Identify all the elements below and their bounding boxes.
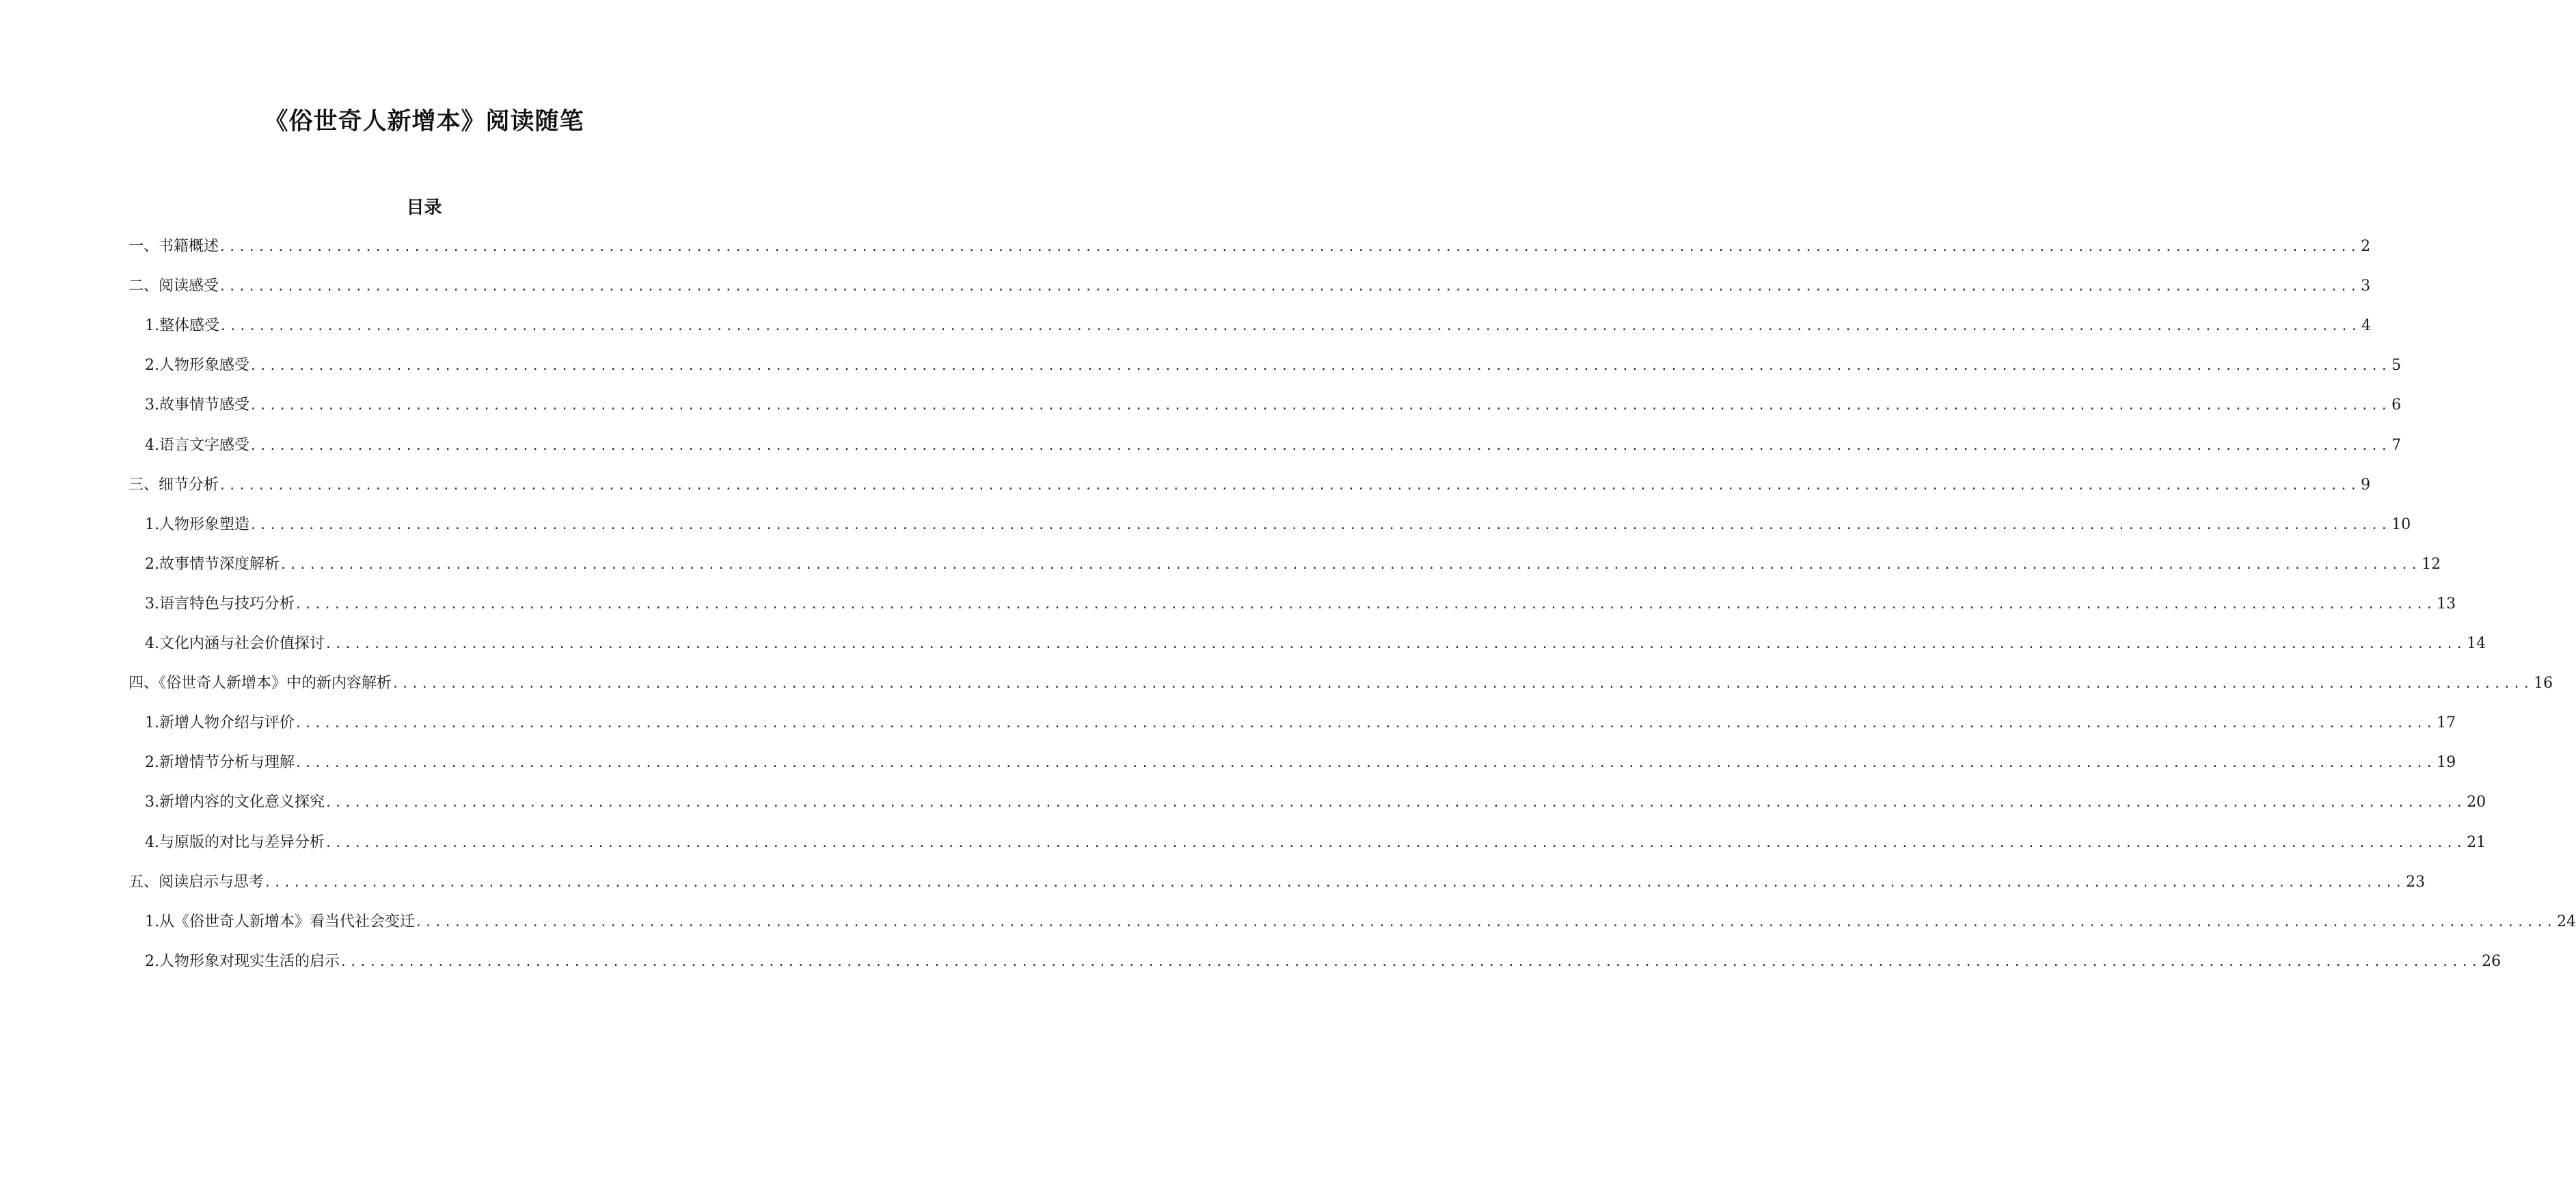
toc-entry-number: 2. <box>145 556 159 573</box>
toc-entry[interactable] <box>128 872 2426 893</box>
toc-entry-page-number: 2 <box>2361 238 2371 255</box>
toc-dot-leader: ............................................................................................................................................................................................................................ <box>264 876 2405 890</box>
toc-entry[interactable] <box>145 713 2456 734</box>
toc-entry[interactable] <box>145 395 2402 416</box>
toc-entry-page-number: 3 <box>2361 278 2371 295</box>
toc-entry[interactable] <box>128 673 2553 695</box>
toc-entry-title: 文化内涵与社会价值探讨 <box>159 635 325 652</box>
toc-entry-title: 四、《俗世奇人新增本》中的新内容解析 <box>128 675 392 692</box>
toc-dot-leader: ............................................................................................................................................................................................................................ <box>249 518 2391 533</box>
toc-entry-title: 新增内容的文化意义探究 <box>159 794 325 811</box>
toc-dot-leader: ............................................................................................................................................................................................................................ <box>392 677 2533 691</box>
toc-entry[interactable] <box>145 912 2576 933</box>
toc-entry-page-number: 21 <box>2467 834 2486 851</box>
toc-entry-title: 五、阅读启示与思考 <box>128 874 265 891</box>
toc-entry-title: 故事情节感受 <box>159 396 250 414</box>
toc-entry-page-number: 26 <box>2482 953 2502 970</box>
toc-dot-leader: ............................................................................................................................................................................................................................ <box>295 756 2436 770</box>
toc-dot-leader: ............................................................................................................................................................................................................................ <box>325 836 2466 850</box>
toc-entry[interactable] <box>145 355 2402 377</box>
toc-dot-leader: ............................................................................................................................................................................................................................ <box>219 319 2361 334</box>
toc-entry-title: 语言文字感受 <box>159 437 250 454</box>
toc-entry-title: 与原版的对比与差异分析 <box>159 834 325 851</box>
toc-entry-number: 2. <box>145 357 159 374</box>
toc-dot-leader: ............................................................................................................................................................................................................................ <box>219 479 2360 493</box>
toc-entry-page-number: 19 <box>2437 754 2456 771</box>
toc-dot-leader: ............................................................................................................................................................................................................................ <box>219 240 2360 254</box>
toc-entry-page-number: 5 <box>2391 357 2402 374</box>
toc-entry-number: 2. <box>145 953 159 970</box>
toc-entry-title: 语言特色与技巧分析 <box>159 595 295 612</box>
toc-entry[interactable] <box>128 276 2371 297</box>
document-title: 《俗世奇人新增本》阅读随笔 <box>264 108 584 135</box>
toc-entry[interactable] <box>145 316 2372 337</box>
toc-entry-title: 新增情节分析与理解 <box>159 754 295 771</box>
toc-entry-page-number: 23 <box>2406 874 2426 891</box>
toc-entry-page-number: 12 <box>2422 556 2441 573</box>
toc-entry-number: 1. <box>145 317 159 334</box>
toc-entry-page-number: 10 <box>2391 516 2411 533</box>
toc-entry-page-number: 9 <box>2361 476 2371 494</box>
toc-entry-page-number: 17 <box>2437 714 2456 731</box>
toc-entry[interactable] <box>128 237 2371 258</box>
toc-dot-leader: ............................................................................................................................................................................................................................ <box>219 280 2360 294</box>
toc-dot-leader: ............................................................................................................................................................................................................................ <box>249 439 2391 453</box>
toc-entry[interactable] <box>145 554 2441 576</box>
toc-entry-number: 3. <box>145 794 159 811</box>
toc-entry-page-number: 13 <box>2437 595 2456 612</box>
toc-entry-title: 人物形象对现实生活的启示 <box>159 953 340 970</box>
toc-entry-page-number: 16 <box>2534 675 2553 692</box>
toc-entry[interactable] <box>145 833 2486 854</box>
toc-entry-number: 3. <box>145 396 159 414</box>
toc-heading: 目录 <box>406 198 442 218</box>
toc-entry[interactable] <box>145 594 2456 615</box>
toc-entry[interactable] <box>145 634 2486 655</box>
toc-dot-leader: ............................................................................................................................................................................................................................ <box>280 558 2421 572</box>
toc-entry[interactable] <box>128 475 2371 496</box>
toc-dot-leader: ............................................................................................................................................................................................................................ <box>325 637 2466 651</box>
toc-entry-number: 1. <box>145 714 159 731</box>
toc-entry-number: 1. <box>145 913 159 930</box>
toc-dot-leader: ............................................................................................................................................................................................................................ <box>295 597 2436 612</box>
toc-entry-number: 4. <box>145 834 159 851</box>
toc-entry-page-number: 20 <box>2467 794 2486 811</box>
toc-entry-title: 从《俗世奇人新增本》看当代社会变迁 <box>159 913 416 930</box>
toc-entry[interactable] <box>145 792 2486 813</box>
toc-entry-number: 4. <box>145 437 159 454</box>
toc-entry-number: 4. <box>145 635 159 652</box>
toc-dot-leader: ............................................................................................................................................................................................................................ <box>340 955 2481 969</box>
toc-entry-page-number: 24 <box>2557 913 2576 930</box>
toc-entry-title: 人物形象感受 <box>159 357 250 374</box>
toc-entry-title: 整体感受 <box>159 317 220 334</box>
toc-entry-title: 三、细节分析 <box>128 476 219 494</box>
toc-dot-leader: ............................................................................................................................................................................................................................ <box>325 796 2466 810</box>
toc-entry-title: 新增人物介绍与评价 <box>159 714 295 731</box>
toc-dot-leader: ............................................................................................................................................................................................................................ <box>249 359 2391 373</box>
toc-entry-page-number: 7 <box>2391 437 2402 454</box>
toc-entry[interactable] <box>145 952 2502 973</box>
toc-dot-leader: ............................................................................................................................................................................................................................ <box>415 915 2556 930</box>
toc-entry-title: 二、阅读感受 <box>128 278 219 295</box>
toc-entry[interactable] <box>145 515 2411 536</box>
toc-entry-page-number: 4 <box>2361 317 2372 334</box>
toc-entry-title: 故事情节深度解析 <box>159 556 280 573</box>
toc-entry-number: 1. <box>145 516 159 533</box>
toc-entry-page-number: 6 <box>2391 396 2402 414</box>
toc-entry-number: 2. <box>145 754 159 771</box>
toc-dot-leader: ............................................................................................................................................................................................................................ <box>249 399 2391 413</box>
toc-dot-leader: ............................................................................................................................................................................................................................ <box>295 716 2436 731</box>
toc-entry-title: 人物形象塑造 <box>159 516 250 533</box>
toc-entry-number: 3. <box>145 595 159 612</box>
toc-entry-page-number: 14 <box>2467 635 2486 652</box>
toc-entry[interactable] <box>145 435 2402 457</box>
toc-entry-title: 一、书籍概述 <box>128 238 219 255</box>
toc-entry[interactable] <box>145 753 2456 774</box>
